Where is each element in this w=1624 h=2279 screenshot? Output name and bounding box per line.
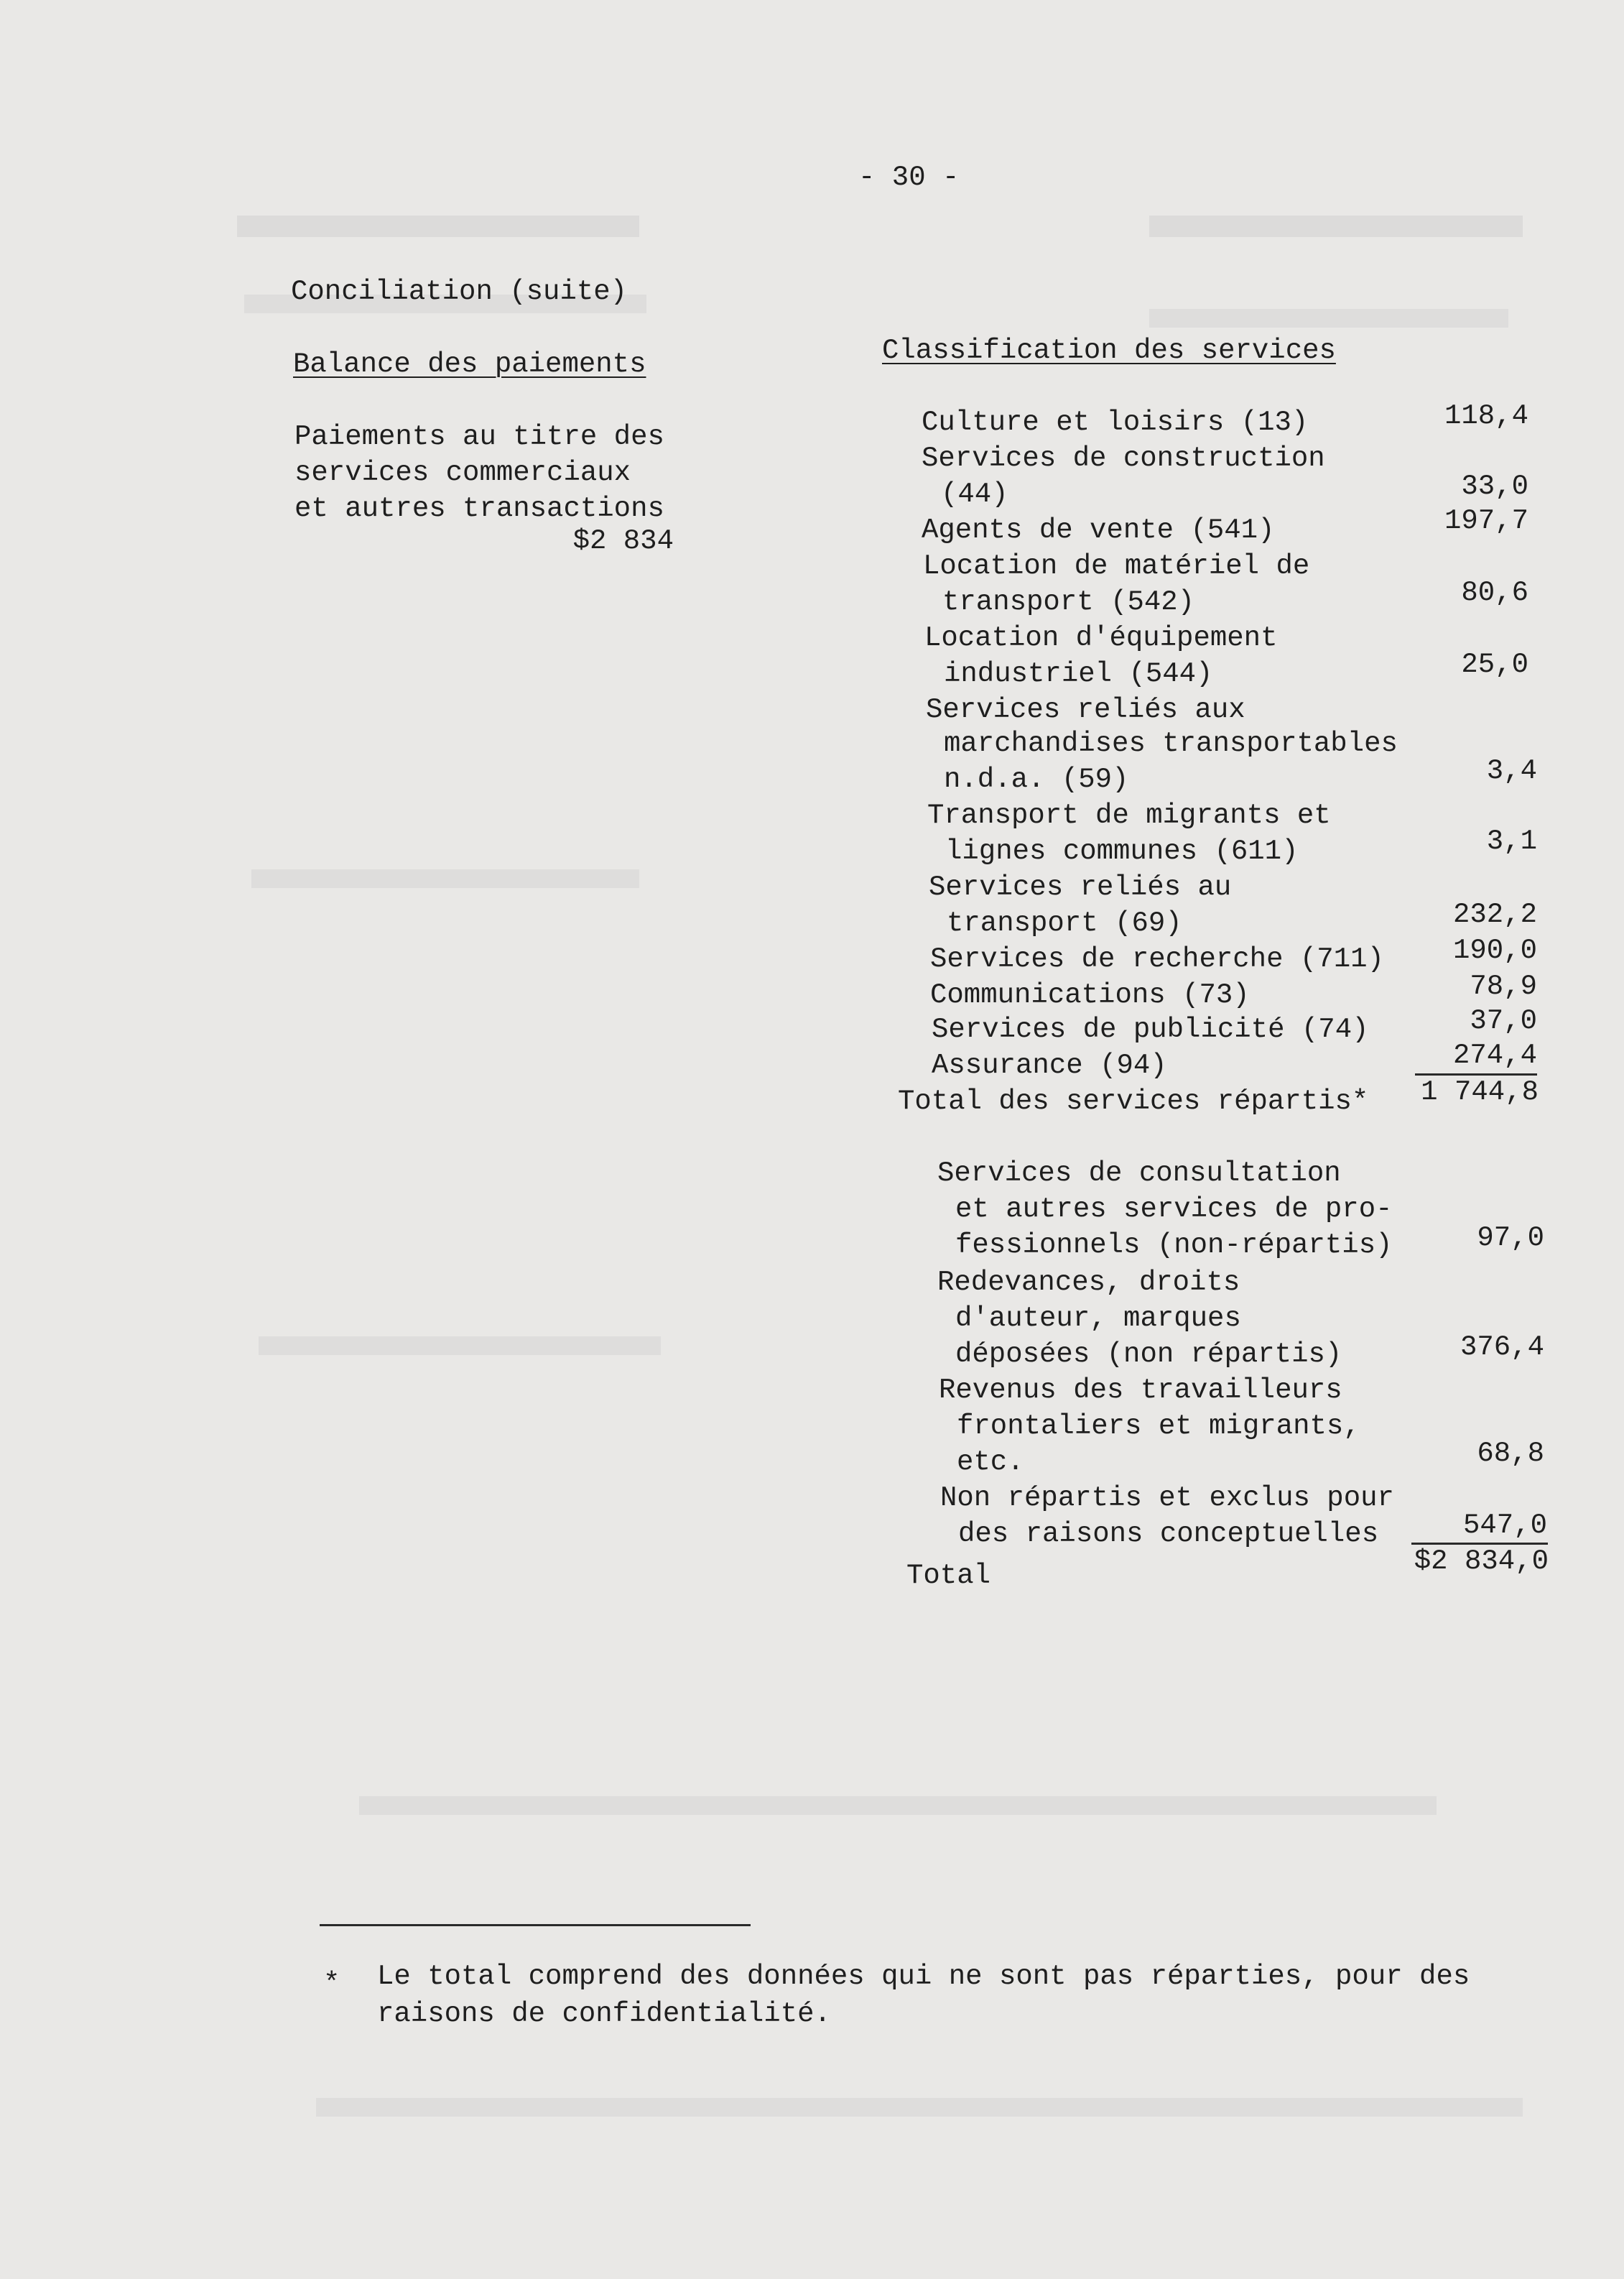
footnote-text: raisons de confidentialité. — [377, 1998, 831, 2030]
footnote-text: Le total comprend des données qui ne sont pas réparties, pour des — [377, 1961, 1470, 1992]
other-item-label: frontaliers et migrants, — [957, 1410, 1360, 1442]
total-reparti-value: 1 744,8 — [1421, 1076, 1539, 1108]
service-item-value: 80,6 — [1461, 577, 1528, 609]
service-item-label: Services reliés au — [929, 872, 1232, 903]
service-item-label: Location d'équipement — [924, 622, 1278, 654]
service-item-label: n.d.a. (59) — [944, 764, 1129, 795]
service-item-label: industriel (544) — [944, 658, 1213, 690]
other-item-label: des raisons conceptuelles — [958, 1518, 1379, 1550]
service-item-value: 3,1 — [1486, 826, 1537, 857]
total-reparti-label: Total des services répartis* — [898, 1086, 1369, 1117]
left-line: services commerciaux — [294, 457, 631, 489]
service-item-value: 197,7 — [1444, 505, 1528, 537]
service-item-label: lignes communes (611) — [945, 836, 1299, 867]
service-item-value: 25,0 — [1461, 649, 1528, 680]
left-amount: $2 834 — [572, 525, 674, 557]
footnote-marker: * — [323, 1968, 340, 2000]
service-item-label: Culture et loisirs (13) — [922, 407, 1309, 438]
section-title: Conciliation (suite) — [291, 276, 628, 308]
page-number: - 30 - — [858, 162, 960, 193]
service-item-label: Services de construction — [922, 443, 1325, 474]
service-item-value: 274,4 — [1452, 1040, 1537, 1071]
left-line: et autres transactions — [294, 493, 664, 524]
service-item-label: Services de recherche (711) — [930, 943, 1384, 975]
service-item-label: Transport de migrants et — [927, 800, 1331, 831]
service-item-value: 78,9 — [1470, 971, 1537, 1002]
service-item-value: 3,4 — [1486, 755, 1537, 787]
service-item-label: Communications (73) — [930, 979, 1250, 1011]
other-item-label: Revenus des travailleurs — [939, 1374, 1342, 1406]
other-item-label: Services de consultation — [937, 1157, 1341, 1189]
service-item-value: 190,0 — [1452, 935, 1537, 966]
other-item-value: 97,0 — [1477, 1222, 1544, 1254]
grand-total-value: $2 834,0 — [1414, 1545, 1549, 1577]
right-heading: Classification des services — [882, 335, 1336, 366]
service-item-label: transport (69) — [947, 907, 1182, 939]
other-item-label: Redevances, droits — [937, 1267, 1240, 1298]
service-item-value: 232,2 — [1452, 899, 1537, 930]
service-item-label: transport (542) — [942, 586, 1195, 618]
service-item-label: Location de matériel de — [923, 550, 1310, 582]
service-item-label: Agents de vente (541) — [922, 514, 1275, 546]
left-heading: Balance des paiements — [293, 348, 646, 380]
service-item-value: 118,4 — [1444, 400, 1528, 432]
other-item-label: d'auteur, marques — [955, 1303, 1241, 1334]
service-item-value: 33,0 — [1461, 471, 1528, 502]
footnote-rule — [320, 1924, 751, 1926]
left-line: Paiements au titre des — [294, 421, 664, 453]
service-item-label: Services reliés aux — [926, 694, 1245, 726]
service-item-label: Services de publicité (74) — [932, 1014, 1369, 1045]
service-item-label: marchandises transportables — [944, 728, 1398, 759]
service-item-label: (44) — [941, 479, 1008, 510]
other-item-label: et autres services de pro- — [955, 1193, 1393, 1225]
other-item-label: fessionnels (non-répartis) — [955, 1229, 1393, 1261]
other-item-label: Non répartis et exclus pour — [940, 1482, 1394, 1514]
other-item-label: etc. — [957, 1446, 1024, 1478]
service-item-label: Assurance (94) — [932, 1050, 1167, 1081]
grand-total-label: Total — [906, 1560, 991, 1591]
other-item-value: 547,0 — [1462, 1510, 1547, 1541]
service-item-value: 37,0 — [1470, 1005, 1537, 1037]
other-item-label: déposées (non répartis) — [955, 1339, 1342, 1370]
other-item-value: 376,4 — [1460, 1331, 1544, 1363]
other-item-value: 68,8 — [1477, 1438, 1544, 1469]
